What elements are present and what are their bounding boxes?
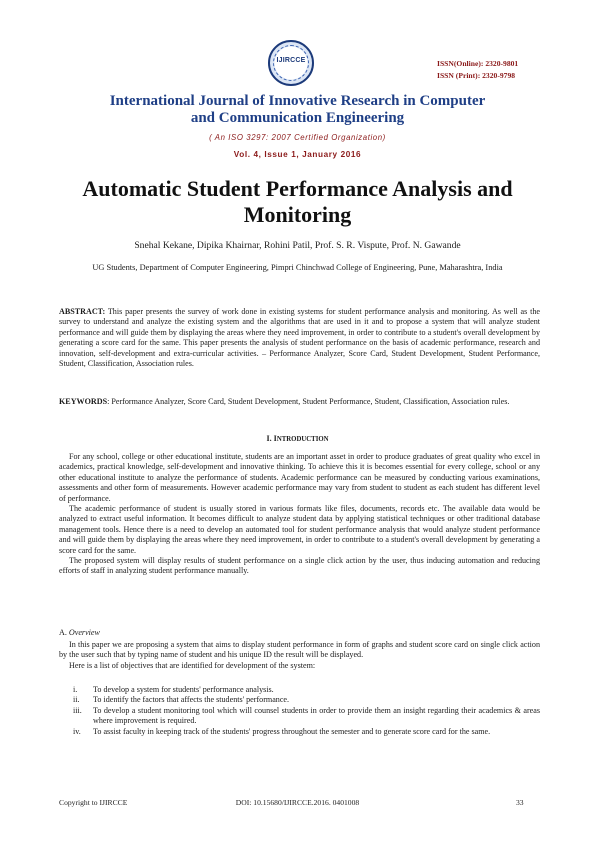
logo-text: IJIRCCE bbox=[276, 57, 306, 64]
subsection-title: Overview bbox=[68, 628, 100, 637]
list-number: iii. bbox=[73, 705, 82, 715]
list-text: To identify the factors that affects the students' performance. bbox=[93, 695, 290, 705]
footer-doi: DOI: 10.15680/IJIRCCE.2016. 0401008 bbox=[235, 798, 360, 807]
section-title-initial: I bbox=[273, 434, 277, 443]
list-text: To assist faculty in keeping track of the students' progress throughout the semester and to generate score card for the same. bbox=[93, 726, 491, 736]
certification-note: ( An ISO 3297: 2007 Certified Organization) bbox=[209, 133, 386, 142]
abstract bbox=[59, 307, 540, 369]
subsection-heading-overview bbox=[59, 628, 100, 637]
list-text: To develop a student monitoring tool which will counsel students in order to provide them an insight regarding their academics & areas where improvement is required. bbox=[93, 705, 540, 726]
overview-paragraph: Here is a list of objectives that are identified for development of the system: bbox=[69, 660, 316, 670]
footer-copyright: Copyright to IJIRCCE bbox=[59, 798, 128, 807]
list-item bbox=[59, 685, 540, 695]
section-title-rest: NTRODUCTION bbox=[276, 436, 329, 443]
paper-affiliation: UG Students, Department of Computer Engineering, Pimpri Chinchwad College of Engineering, Pune, Maharashtra, India bbox=[92, 263, 503, 272]
journal-title-line1: International Journal of Innovative Research in Computer bbox=[109, 93, 486, 109]
keywords-label: KEYWORDS bbox=[59, 397, 108, 406]
journal-title-line2: and Communication Engineering bbox=[190, 110, 405, 126]
intro-paragraph: The proposed system will display results of student performance on a single click action by the user, thus inducing automation and reducing efforts of staff in analyzing student performance manually. bbox=[59, 556, 540, 576]
list-number: i. bbox=[73, 685, 78, 694]
paper-authors: Snehal Kekane, Dipika Khairnar, Rohini Patil, Prof. S. R. Vispute, Prof. N. Gawande bbox=[134, 240, 461, 251]
keywords-text: : Performance Analyzer, Score Card, Student Development, Student Performance, Student, Classification, Association rules. bbox=[107, 397, 510, 406]
issn-online: ISSN(Online): 2320-9801 bbox=[437, 59, 519, 68]
overview-paragraph: In this paper we are proposing a system that aims to display student performance in form of graphs and student score card on single click action by the user such that by typing name of student and his unique ID the result will be displayed. bbox=[59, 640, 540, 660]
issn-print: ISSN (Print): 2320-9798 bbox=[437, 71, 516, 80]
journal-logo bbox=[268, 40, 314, 86]
list-item bbox=[59, 695, 540, 705]
introduction-body bbox=[59, 452, 540, 577]
intro-paragraph: For any school, college or other educational institute, students are an important asset in order to produce graduates of great quality who excel in academics, practical knowledge, self-development and innovative thinking. To achieve this it is becomes essential for every college, school or any other educational institute to analyze the performance of students. Academic performance can be measured by conducting various examinations, assessments and other form of measurements. However academic performance may vary from student to student as each student has different level of performance. bbox=[59, 452, 540, 503]
objectives-list bbox=[59, 685, 540, 737]
abstract-text: This paper presents the survey of work done in existing systems for student performance analysis and monitoring. As well as the survey to understand and analyze the existing system and the algorithms that are used in it and to propose a system that will analyze student performance and will guide them by displaying the areas where they need improvement, in order to contribute to a student's overall development by generating a score card for the same. This paper presents the analysis of student performance on the basis of academic performance, research and innovation, self-development and extra-curricular activities. – Performance Analyzer, Score Card, Student Development, Student Performance, Student, Classification, Association rules. bbox=[59, 307, 540, 369]
section-title bbox=[274, 434, 329, 443]
list-text: To develop a system for students' performance analysis. bbox=[93, 685, 274, 694]
paper-title: Automatic Student Performance Analysis and Monitoring bbox=[82, 176, 513, 227]
overview-body bbox=[59, 640, 540, 671]
list-item bbox=[59, 706, 540, 727]
keywords bbox=[59, 397, 540, 407]
section-heading-introduction bbox=[0, 434, 595, 443]
intro-paragraph: The academic performance of student is usually stored in various formats like files, documents, records etc. The available data would be analyzed to extract useful information. It becomes difficult to analyze student data by applying statistical techniques or other traditional database management tools. Hence there is a need to develop an automated tool for student performance analysis that would analyze student performance and will guide them by displaying the areas where they need improvement, in order to contribute to a student's overall development by generating a score card for the same. bbox=[59, 504, 540, 555]
volume-issue: Vol. 4, Issue 1, January 2016 bbox=[233, 150, 362, 159]
page-number: 33 bbox=[516, 798, 524, 807]
list-number: ii. bbox=[73, 695, 80, 705]
section-number: I. bbox=[266, 434, 272, 443]
subsection-prefix: A. bbox=[59, 628, 69, 637]
list-number: iv. bbox=[73, 726, 81, 736]
abstract-label: ABSTRACT: bbox=[59, 307, 106, 316]
list-item bbox=[59, 727, 540, 737]
